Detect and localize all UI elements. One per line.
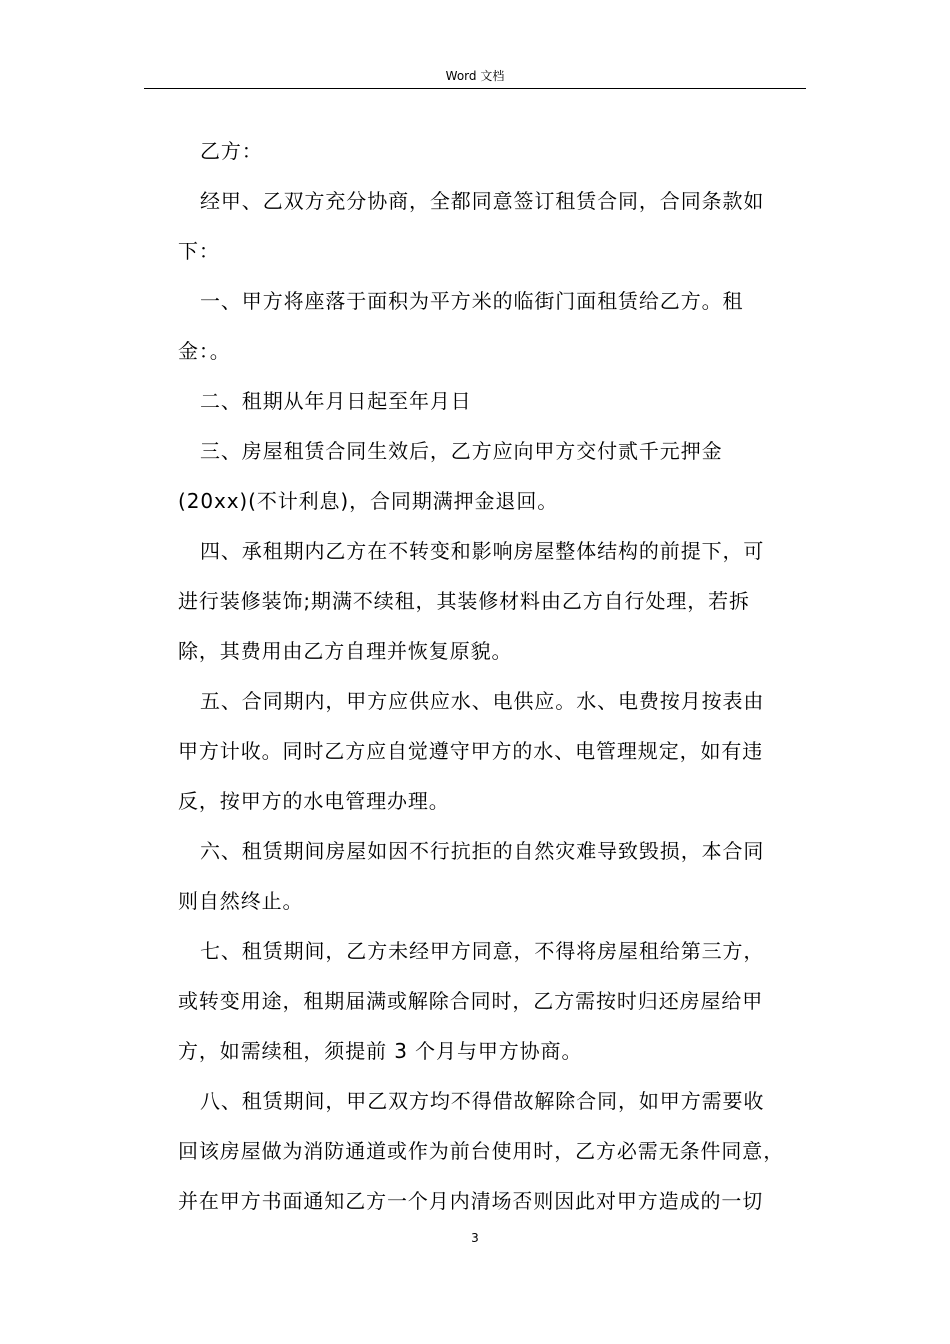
text-line: 三、房屋租赁合同生效后，乙方应向甲方交付贰千元押金 <box>200 439 723 463</box>
page-header-title: Word 文档 <box>445 69 505 83</box>
text-line: 回该房屋做为消防通道或作为前台使用时，乙方必需无条件同意， <box>178 1139 785 1163</box>
text-line: 四、承租期内乙方在不转变和影响房屋整体结构的前提下，可 <box>200 539 765 563</box>
text-line: 二、租期从年月日起至年月日 <box>200 389 472 413</box>
text-line: 进行装修装饰;期满不续租，其装修材料由乙方自行处理，若拆 <box>178 589 750 613</box>
text-line: 甲方计收。同时乙方应自觉遵守甲方的水、电管理规定，如有违 <box>178 739 764 763</box>
text-line: (20xx)(不计利息)，合同期满押金退回。 <box>178 489 559 513</box>
text-line: 下： <box>178 239 220 263</box>
page-number: 3 <box>471 1231 479 1245</box>
header-divider <box>144 88 806 89</box>
document-body <box>178 126 806 1226</box>
text-line: 则自然终止。 <box>178 889 304 913</box>
text-line: 经甲、乙双方充分协商，全都同意签订租赁合同，合同条款如 <box>200 189 765 213</box>
text-line: 方，如需续租，须提前 3 个月与甲方协商。 <box>178 1039 583 1063</box>
text-line: 反，按甲方的水电管理办理。 <box>178 789 450 813</box>
text-line: 金：。 <box>178 339 231 363</box>
text-line: 五、合同期内，甲方应供应水、电供应。水、电费按月按表由 <box>200 689 765 713</box>
text-line: 六、租赁期间房屋如因不行抗拒的自然灾难导致毁损，本合同 <box>200 839 765 863</box>
text-line: 并在甲方书面通知乙方一个月内清场否则因此对甲方造成的一切 <box>178 1189 764 1213</box>
text-line: 一、甲方将座落于面积为平方米的临街门面租赁给乙方。租 <box>200 289 744 313</box>
text-line: 八、租赁期间，甲乙双方均不得借故解除合同，如甲方需要收 <box>200 1089 765 1113</box>
text-line: 或转变用途，租期届满或解除合同时，乙方需按时归还房屋给甲 <box>178 989 764 1013</box>
text-line: 七、租赁期间，乙方未经甲方同意，不得将房屋租给第三方， <box>200 939 765 963</box>
text-line: 除，其费用由乙方自理并恢复原貌。 <box>178 639 513 663</box>
text-line: 乙方： <box>200 139 263 163</box>
